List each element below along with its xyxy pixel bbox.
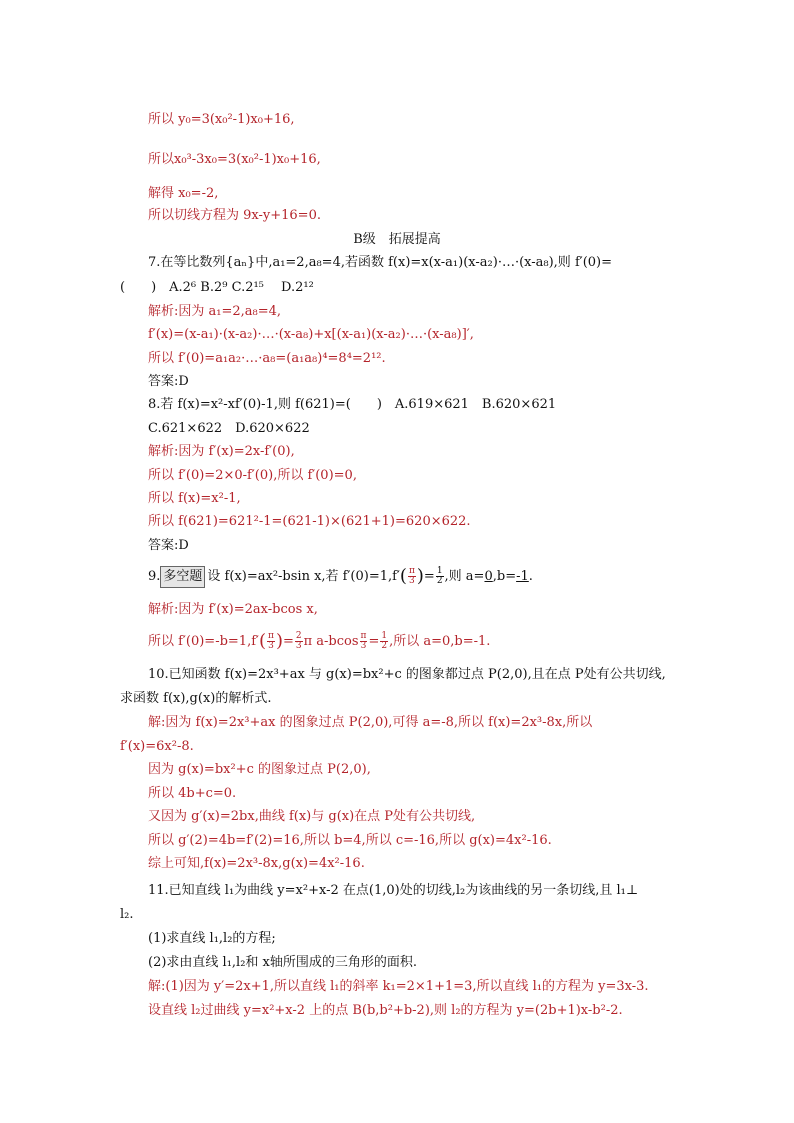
line-solve-x0: 解得 x₀=-2, (148, 186, 219, 201)
question-8-analysis-2: 所以 f′(0)=2×0-f′(0),所以 f′(0)=0, (148, 468, 357, 483)
blank-a: 0 (484, 569, 493, 584)
line-x0-cubic: 所以x₀³-3x₀=3(x₀²-1)x₀+16, (148, 152, 321, 167)
question-8-analysis-4: 所以 f(621)=621²-1=(621-1)×(621+1)=620×622. (148, 514, 471, 529)
question-10-stem-1: 10.已知函数 f(x)=2x³+ax 与 g(x)=bx²+c 的图象都过点 P(2,0),且在点 P处有公共切线, (148, 667, 666, 682)
question-10-solution-5: 又因为 g′(x)=2bx,曲线 f(x)与 g(x)在点 P处有公共切线, (148, 809, 476, 824)
question-11-part-2: (2)求由直线 l₁,l₂和 x轴所围成的三角形的面积. (148, 955, 418, 970)
question-11-solution-2: 设直线 l₂过曲线 y=x²+x-2 上的点 B(b,b²+b-2),则 l₂的方程为 y=(2b+1)x-b²-2. (148, 1003, 623, 1018)
question-11-stem-2: l₂. (120, 907, 134, 922)
question-10-solution-6: 所以 g′(2)=4b=f′(2)=16,所以 b=4,所以 c=-16,所以 g(x)=4x²-16. (148, 833, 552, 848)
question-10-solution-7: 综上可知,f(x)=2x³-8x,g(x)=4x²-16. (148, 856, 365, 871)
question-8-stem: 8.若 f(x)=x²-xf′(0)-1,则 f(621)=( ) A.619×621 B.620×621 (148, 397, 557, 412)
question-8-analysis-1: 解析:因为 f′(x)=2x-f′(0), (148, 444, 295, 459)
question-7-analysis-1: 解析:因为 a₁=2,a₈=4, (148, 304, 282, 319)
question-7-options: ( ) A.2⁶ B.2⁹ C.2¹⁵ D.2¹² (120, 280, 314, 295)
line-y0: 所以 y₀=3(x₀²-1)x₀+16, (148, 112, 295, 127)
question-10-stem-2: 求函数 f(x),g(x)的解析式. (120, 691, 272, 706)
question-7-analysis-2: f′(x)=(x-a₁)·(x-a₂)·…·(x-a₈)+x[(x-a₁)(x-a₂)·…·(x-a₈)]′, (148, 327, 474, 342)
question-10-solution-1: 解:因为 f(x)=2x³+ax 的图象过点 P(2,0),可得 a=-8,所以 f(x)=2x³-8x,所以 (148, 715, 593, 730)
question-8-answer: 答案:D (148, 538, 189, 553)
multi-blank-tag: 多空题 (160, 566, 205, 588)
question-8-options: C.621×622 D.620×622 (148, 421, 310, 436)
question-9-analysis-2: 所以 f′(0)=-b=1,f′( $\frac{\pi}{3}$ )= $\frac{2}{3}$ π a-bcos $\frac{\pi}{3}$ = $\frac{1}{2}$ ,所以 a=0,b=-1. (148, 630, 491, 652)
question-8-analysis-3: 所以 f(x)=x²-1, (148, 491, 241, 506)
question-11-part-1: (1)求直线 l₁,l₂的方程; (148, 931, 276, 946)
question-7-answer: 答案:D (148, 374, 189, 389)
question-7-analysis-3: 所以 f′(0)=a₁a₂·…·a₈=(a₁a₈)⁴=8⁴=2¹². (148, 351, 386, 366)
line-tangent-equation: 所以切线方程为 9x-y+16=0. (148, 208, 321, 223)
question-11-stem-1: 11.已知直线 l₁为曲线 y=x²+x-2 在点(1,0)处的切线,l₂为该曲线的另一条切线,且 l₁⊥ (148, 883, 639, 898)
question-7-stem: 7.在等比数列{aₙ}中,a₁=2,a₈=4,若函数 f(x)=x(x-a₁)(x-a₂)·…·(x-a₈),则 f′(0)= (148, 255, 613, 270)
blank-b: -1 (516, 569, 529, 584)
section-heading: B级 拓展提高 (353, 232, 441, 247)
question-10-solution-4: 所以 4b+c=0. (148, 786, 237, 801)
question-9-stem: 9. 多空题 设 f(x)=ax²-bsin x,若 f′(0)=1,f′( $\frac{\pi}{3}$ )= $\frac{1}{2}$ ,则 a=0,b=-1. (148, 565, 533, 587)
question-10-solution-3: 因为 g(x)=bx²+c 的图象过点 P(2,0), (148, 762, 371, 777)
question-9-analysis-1: 解析:因为 f′(x)=2ax-bcos x, (148, 602, 318, 617)
question-11-solution-1: 解:(1)因为 y′=2x+1,所以直线 l₁的斜率 k₁=2×1+1=3,所以直线 l₁的方程为 y=3x-3. (148, 979, 649, 994)
question-10-solution-2: f′(x)=6x²-8. (120, 739, 194, 754)
